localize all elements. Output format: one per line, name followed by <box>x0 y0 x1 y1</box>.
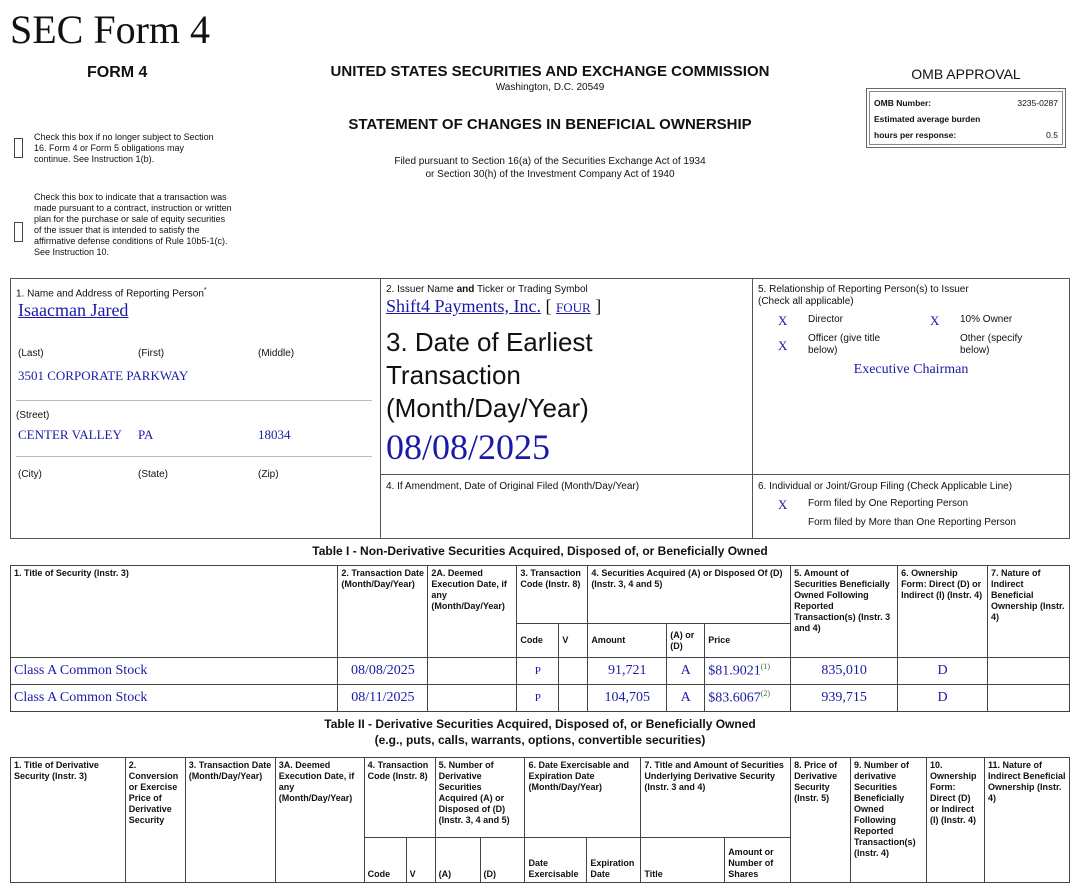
t1-cell-amount: 104,705 <box>588 685 667 712</box>
box5-sublabel: (Check all applicable) <box>758 296 854 307</box>
street-label: (Street) <box>16 410 50 421</box>
table1-title: Table I - Non-Derivative Securities Acquired, Disposed of, or Beneficially Owned <box>312 544 768 558</box>
one-person-mark: X <box>778 497 788 512</box>
form-label: FORM 4 <box>87 64 148 81</box>
director-label: Director <box>808 314 844 325</box>
box1-label: 1. Name and Address of Reporting Person* <box>16 287 207 300</box>
omb-number-label: OMB Number: <box>874 98 932 108</box>
omb-burden-label: Estimated average burden <box>874 114 981 124</box>
owner-mark: X <box>930 313 940 328</box>
t2-h-exercisable: 6. Date Exercisable and Expiration Date (Month/Day/Year) <box>525 758 641 838</box>
footnote-link[interactable]: (2) <box>760 689 771 699</box>
footnote-link[interactable]: (1) <box>760 662 771 672</box>
t1-cell-v <box>559 685 588 712</box>
filed-line-2: or Section 30(h) of the Investment Company Act of 1940 <box>425 169 675 180</box>
t1-cell-title: Class A Common Stock <box>11 685 338 712</box>
more-persons-label: Form filed by More than One Reporting Person <box>808 517 1016 528</box>
t1-cell-owned: 835,010 <box>791 658 898 685</box>
section16-checkbox[interactable] <box>14 138 23 158</box>
rule10b5-checkbox-text: Check this box to indicate that a transaction was made pursuant to a contract, instruction or written plan for the purchase or sale of equity securities of the issuer that is intended to satisfy the affirmative defense conditions of Rule 10b5-1(c). See Instruction 10. <box>34 192 232 257</box>
last-label: (Last) <box>18 348 44 359</box>
issuer-line: Shift4 Payments, Inc. [ FOUR ] <box>386 296 602 316</box>
t2-h-underlying: 7. Title and Amount of Securities Underlying Derivative Security (Instr. 3 and 4) <box>641 758 791 838</box>
reporting-person-link[interactable]: Isaacman Jared <box>18 300 129 320</box>
city-label: (City) <box>18 469 42 480</box>
box4-label: 4. If Amendment, Date of Original Filed (Month/Day/Year) <box>386 481 640 492</box>
t2-h-number: 5. Number of Derivative Securities Acquired (A) or Disposed of (D) (Instr. 3, 4 and 5) <box>435 758 525 838</box>
first-label: (First) <box>138 348 165 359</box>
rule10b5-checkbox[interactable] <box>14 222 23 242</box>
filed-line-1: Filed pursuant to Section 16(a) of the Securities Exchange Act of 1934 <box>394 156 706 167</box>
owner-label: 10% Owner <box>960 314 1013 325</box>
statement-title: STATEMENT OF CHANGES IN BENEFICIAL OWNERSHIP <box>348 116 752 133</box>
box3-label: 3. Date of Earliest Transaction (Month/Day/Year) <box>386 327 593 423</box>
t2-sub-exercisable: Date Exercisable <box>525 838 587 883</box>
t2-h-date: 3. Transaction Date (Month/Day/Year) <box>185 758 275 883</box>
t2-sub-amount: Amount or Number of Shares <box>725 838 791 883</box>
t1-h-title: 1. Title of Security (Instr. 3) <box>11 566 338 658</box>
issuer-link[interactable]: Shift4 Payments, Inc. <box>386 296 541 316</box>
t2-h-form: 10. Ownership Form: Direct (D) or Indirect (I) (Instr. 4) <box>927 758 985 883</box>
agency-name: UNITED STATES SECURITIES AND EXCHANGE COMMISSION <box>330 63 770 80</box>
section16-checkbox-text: Check this box if no longer subject to Section 16. Form 4 or Form 5 obligations may continue. See Instruction 1(b). <box>34 132 214 164</box>
t2-h-nature: 11. Nature of Indirect Beneficial Ownership (Instr. 4) <box>984 758 1069 883</box>
ticker-link[interactable]: FOUR <box>556 300 591 315</box>
t1-cell-code: P <box>517 685 559 712</box>
t2-sub-v: V <box>406 838 435 883</box>
middle-label: (Middle) <box>258 348 295 359</box>
omb-box <box>866 88 1066 148</box>
earliest-transaction-date: 08/08/2025 <box>386 427 551 467</box>
agency-location: Washington, D.C. 20549 <box>495 82 605 93</box>
t1-cell-form: D <box>898 685 988 712</box>
table2-title-2: (e.g., puts, calls, warrants, options, convertible securities) <box>374 733 706 747</box>
t1-sub-price: Price <box>705 624 791 658</box>
t2-h-owned: 9. Number of derivative Securities Beneficially Owned Following Reported Transaction(s) (Instr. 4) <box>851 758 927 883</box>
t1-cell-v <box>559 658 588 685</box>
t1-cell-price: $81.9021$^{(1)}$ <box>705 658 791 685</box>
t1-h-form: 6. Ownership Form: Direct (D) or Indirect (I) (Instr. 4) <box>898 566 988 658</box>
zip-label: (Zip) <box>258 469 279 480</box>
state-label: (State) <box>138 469 169 480</box>
t2-sub-d: (D) <box>480 838 525 883</box>
omb-hours-value: 0.5 <box>1046 130 1058 140</box>
t1-cell-amount: 91,721 <box>588 658 667 685</box>
omb-number-value: 3235-0287 <box>1017 98 1058 108</box>
street-value: 3501 CORPORATE PARKWAY <box>18 368 189 383</box>
table2-title-1: Table II - Derivative Securities Acquired, Disposed of, or Beneficially Owned <box>324 717 756 731</box>
t1-cell-aord: A <box>667 658 705 685</box>
t1-cell-nature <box>987 685 1069 712</box>
t1-cell-price: $83.6067$^{(2)}$ <box>705 685 791 712</box>
t1-cell-form: D <box>898 658 988 685</box>
t2-h-conversion: 2. Conversion or Exercise Price of Derivative Security <box>125 758 185 883</box>
zip-value: 18034 <box>258 427 291 442</box>
officer-mark: X <box>778 338 788 353</box>
other-label: Other (specify below) <box>960 333 1023 356</box>
t1-h-owned: 5. Amount of Securities Beneficially Owned Following Reported Transaction(s) (Instr. 3 and 4) <box>791 566 898 658</box>
t2-sub-a: (A) <box>435 838 480 883</box>
director-mark: X <box>778 313 788 328</box>
t1-cell-title: Class A Common Stock <box>11 658 338 685</box>
t1-cell-aord: A <box>667 685 705 712</box>
t2-h-code: 4. Transaction Code (Instr. 8) <box>364 758 435 838</box>
table1 <box>10 565 1070 712</box>
box5-label: 5. Relationship of Reporting Person(s) to Issuer <box>758 284 969 295</box>
t1-cell-code: P <box>517 658 559 685</box>
box6-label: 6. Individual or Joint/Group Filing (Check Applicable Line) <box>758 481 1013 492</box>
t1-cell-deemed <box>428 685 517 712</box>
doc-title: SEC Form 4 <box>10 7 211 52</box>
t2-sub-title: Title <box>641 838 725 883</box>
t1-sub-v: V <box>559 624 588 658</box>
t1-sub-amount: Amount <box>588 624 667 658</box>
t1-h-date: 2. Transaction Date (Month/Day/Year) <box>338 566 428 658</box>
omb-hours-label: hours per response: <box>874 130 957 140</box>
t1-h-securities: 4. Securities Acquired (A) or Disposed Of (D) (Instr. 3, 4 and 5) <box>588 566 791 624</box>
t1-h-code: 3. Transaction Code (Instr. 8) <box>517 566 588 624</box>
t1-h-nature: 7. Nature of Indirect Beneficial Ownership (Instr. 4) <box>987 566 1069 658</box>
t1-cell-owned: 939,715 <box>791 685 898 712</box>
t1-cell-date: 08/11/2025 <box>338 685 428 712</box>
t2-h-deemed: 3A. Deemed Execution Date, if any (Month/Day/Year) <box>275 758 364 883</box>
omb-title: OMB APPROVAL <box>911 66 1021 82</box>
city-value: CENTER VALLEY <box>18 427 122 442</box>
t1-cell-nature <box>987 658 1069 685</box>
t1-sub-code: Code <box>517 624 559 658</box>
t1-cell-date: 08/08/2025 <box>338 658 428 685</box>
table-row <box>11 685 1070 712</box>
box2-label: 2. Issuer Name and Ticker or Trading Symbol <box>386 284 588 295</box>
t2-sub-expiration: Expiration Date <box>587 838 641 883</box>
officer-title: Executive Chairman <box>853 362 969 377</box>
t2-sub-code: Code <box>364 838 406 883</box>
state-value: PA <box>138 427 154 442</box>
t1-cell-deemed <box>428 658 517 685</box>
t2-h-price: 8. Price of Derivative Security (Instr. 5) <box>791 758 851 883</box>
one-person-label: Form filed by One Reporting Person <box>808 498 969 509</box>
table-row <box>11 658 1070 685</box>
t1-sub-aord: (A) or (D) <box>667 624 705 658</box>
table2 <box>10 757 1070 883</box>
t1-h-deemed: 2A. Deemed Execution Date, if any (Month/Day/Year) <box>428 566 517 658</box>
t2-h-title: 1. Title of Derivative Security (Instr. 3) <box>11 758 126 883</box>
officer-label: Officer (give title below) <box>808 333 881 356</box>
